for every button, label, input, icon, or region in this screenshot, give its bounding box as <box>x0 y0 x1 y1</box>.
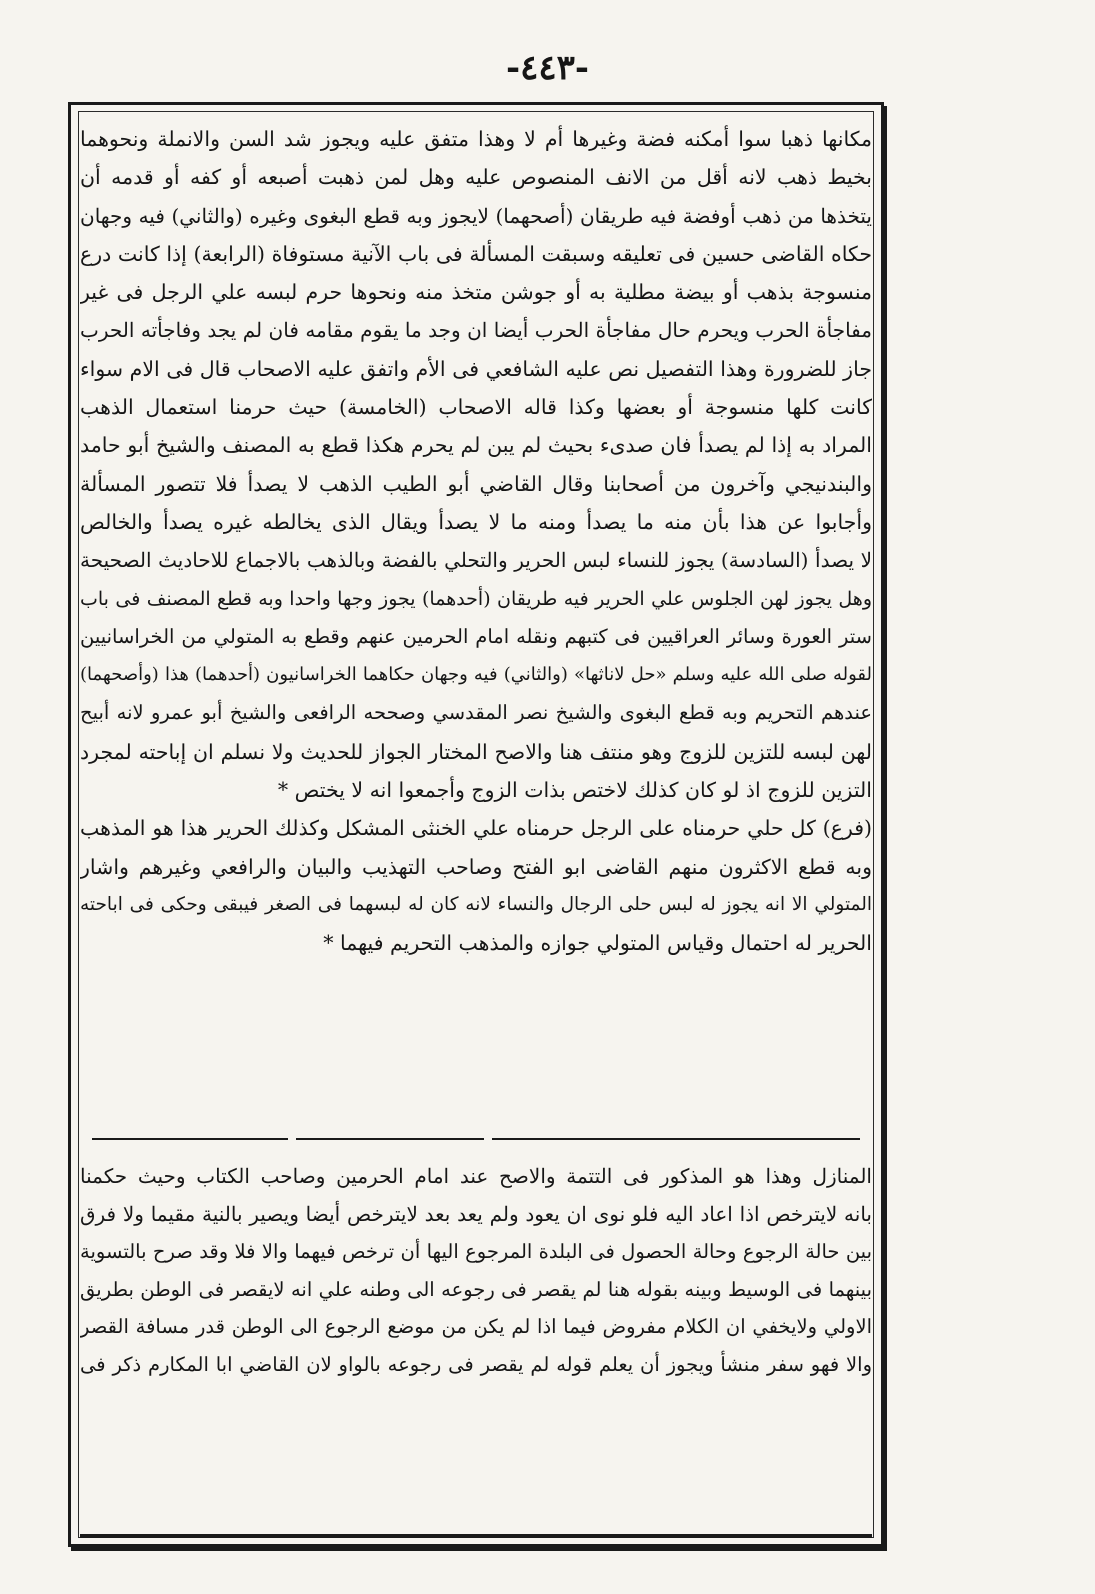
main-text-line: مكانها ذهبا سوا أمكنه فضة وغيرها أم لا وهذا متفق عليه ويجوز شد السن والانملة ونحوهما <box>80 127 872 151</box>
footnote-line: الاولي ولايخفي ان الكلام مفروض فيما اذا لم يكن من موضع الرجوع الى الوطن قدر مسافة القصر <box>80 1315 872 1339</box>
separator-gap <box>484 1134 492 1144</box>
main-text-line: جاز للضرورة وهذا التفصيل نص عليه الشافعي فى الأم واتفق عليه الاصحاب قال فى الام سواء <box>80 356 872 381</box>
main-text-line: وهل يجوز لهن الجلوس علي الحرير فيه طريقان (أحدهما) يجوز وجها واحدا وبه قطع المصنف فى باب <box>80 587 872 610</box>
main-text-line: المتولي الا انه يجوز له لبس حلى الرجال والنساء لانه كان له لبسهما فى الصغر فيبقى وحكى فى اباحته <box>80 893 872 915</box>
main-text-line: وأجابوا عن هذا بأن منه ما يصدأ ومنه ما لا يصدأ ويقال الذى يخالطه غيره يصدأ والخالص <box>80 509 872 534</box>
main-text-line: لا يصدأ (السادسة) يجوز للنساء لبس الحرير والتحلي بالفضة وبالذهب بالاجماع للاحاديث الصحيحة <box>80 548 872 573</box>
main-text-line: المراد به إذا لم يصدأ فان صدىء بحيث لم يبن لم يحرم هكذا قطع به المصنف والشيخ أبو حامد <box>80 433 872 458</box>
footnote-separator <box>92 1138 860 1140</box>
main-text-line: لقوله صلى الله عليه وسلم «حل لاناثها» (والثاني) فيه وجهان حكاهما الخراسانيون (أحدهما) هذا (وأصحهما) <box>80 664 872 686</box>
main-text-line: والبندنيجي وآخرون من أصحابنا وقال القاضي أبو الطيب الذهب لا يصدأ فلا تتصور المسألة <box>80 471 872 496</box>
main-text-line: وبه قطع الاكثرون منهم القاضى ابو الفتح وصاحب التهذيب والبيان والرافعي وغيرهم واشار <box>80 854 872 879</box>
main-text-line: بخيط ذهب لانه أقل من الانف المنصوص عليه وهل لمن ذهبت أصبعه أو كفه أو قدمه أن <box>80 165 872 190</box>
main-text-line: الحرير له احتمال وقياس المتولي جوازه والمذهب التحريم فيهما * <box>323 931 872 956</box>
separator-gap <box>288 1134 296 1144</box>
main-text-line: لهن لبسه للتزين للزوج وهو منتف هنا والاصح المختار الجواز للحديث ولا نسلم ان إباحته لمجرد <box>80 739 872 764</box>
main-text-line: كانت كلها منسوجة أو بعضها وكذا قاله الاصحاب (الخامسة) حيث حرمنا استعمال الذهب <box>80 395 872 420</box>
footnote-text <box>80 1158 872 1384</box>
main-text-line: منسوجة بذهب أو بيضة مطلية به أو جوشن متخذ منه ونحوها حرم لبسه علي الرجل فى غير <box>80 280 872 305</box>
main-text <box>80 120 872 963</box>
main-text-line: التزين للزوج اذ لو كان كذلك لاختص بذات الزوج وأجمعوا انه لا يختص * <box>277 778 872 803</box>
bottom-rule <box>80 1534 872 1538</box>
footnote-line: بانه لايترخص اذا اعاد اليه فلو نوى ان يعود ولم يعد بعد لايترخص أيضا ويصير بالنية مقيما ولا فرق <box>80 1201 872 1226</box>
main-text-line: عندهم التحريم وبه قطع البغوى والشيخ نصر المقدسي وصححه الرافعى والشيخ أبو عمرو لانه أبيح <box>80 701 872 725</box>
page-number: -٤٤٣- <box>505 48 590 88</box>
footnote-line: المنازل وهذا هو المذكور فى التتمة والاصح عند امام الحرمين وصاحب الكتاب وحيث حكمنا <box>80 1164 872 1188</box>
footnote-line: بينهما فى الوسيط وبينه بقوله هنا لم يقصر فى رجوعه الى وطنه علي انه لايقصر فى الوطن بطريق <box>80 1277 872 1301</box>
main-text-line: حكاه القاضى حسين فى تعليقه وسبقت المسألة فى باب الآنية مستوفاة (الرابعة) إذا كانت درع <box>80 241 872 266</box>
footnote-line: والا فهو سفر منشأ ويجوز أن يعلم قوله لم يقصر فى رجوعه بالواو لان القاضي ابا المكارم ذكر فى <box>80 1352 872 1376</box>
main-text-line: يتخذها من ذهب أوفضة فيه طريقان (أصحهما) لايجوز وبه قطع البغوى وغيره (والثاني) فيه وجهان <box>80 203 872 228</box>
main-text-line: ستر العورة وسائر العراقيين فى كتبهم ونقله امام الحرمين عنهم وقطع به المتولي من الخراسانيين <box>80 624 872 648</box>
main-text-line: (فرع) كل حلي حرمناه على الرجل حرمناه علي الخنثى المشكل وكذلك الحرير هذا هو المذهب <box>80 816 872 841</box>
main-text-line: مفاجأة الحرب ويحرم حال مفاجأة الحرب أيضا ان وجد ما يقوم مقامه فان لم يجد وفاجأته الحرب <box>80 318 872 343</box>
footnote-line: بين حالة الرجوع وحالة الحصول فى البلدة المرجوع اليها أن ترخص فيهما والا فلا وقد صرح بالتسوية <box>80 1240 872 1264</box>
